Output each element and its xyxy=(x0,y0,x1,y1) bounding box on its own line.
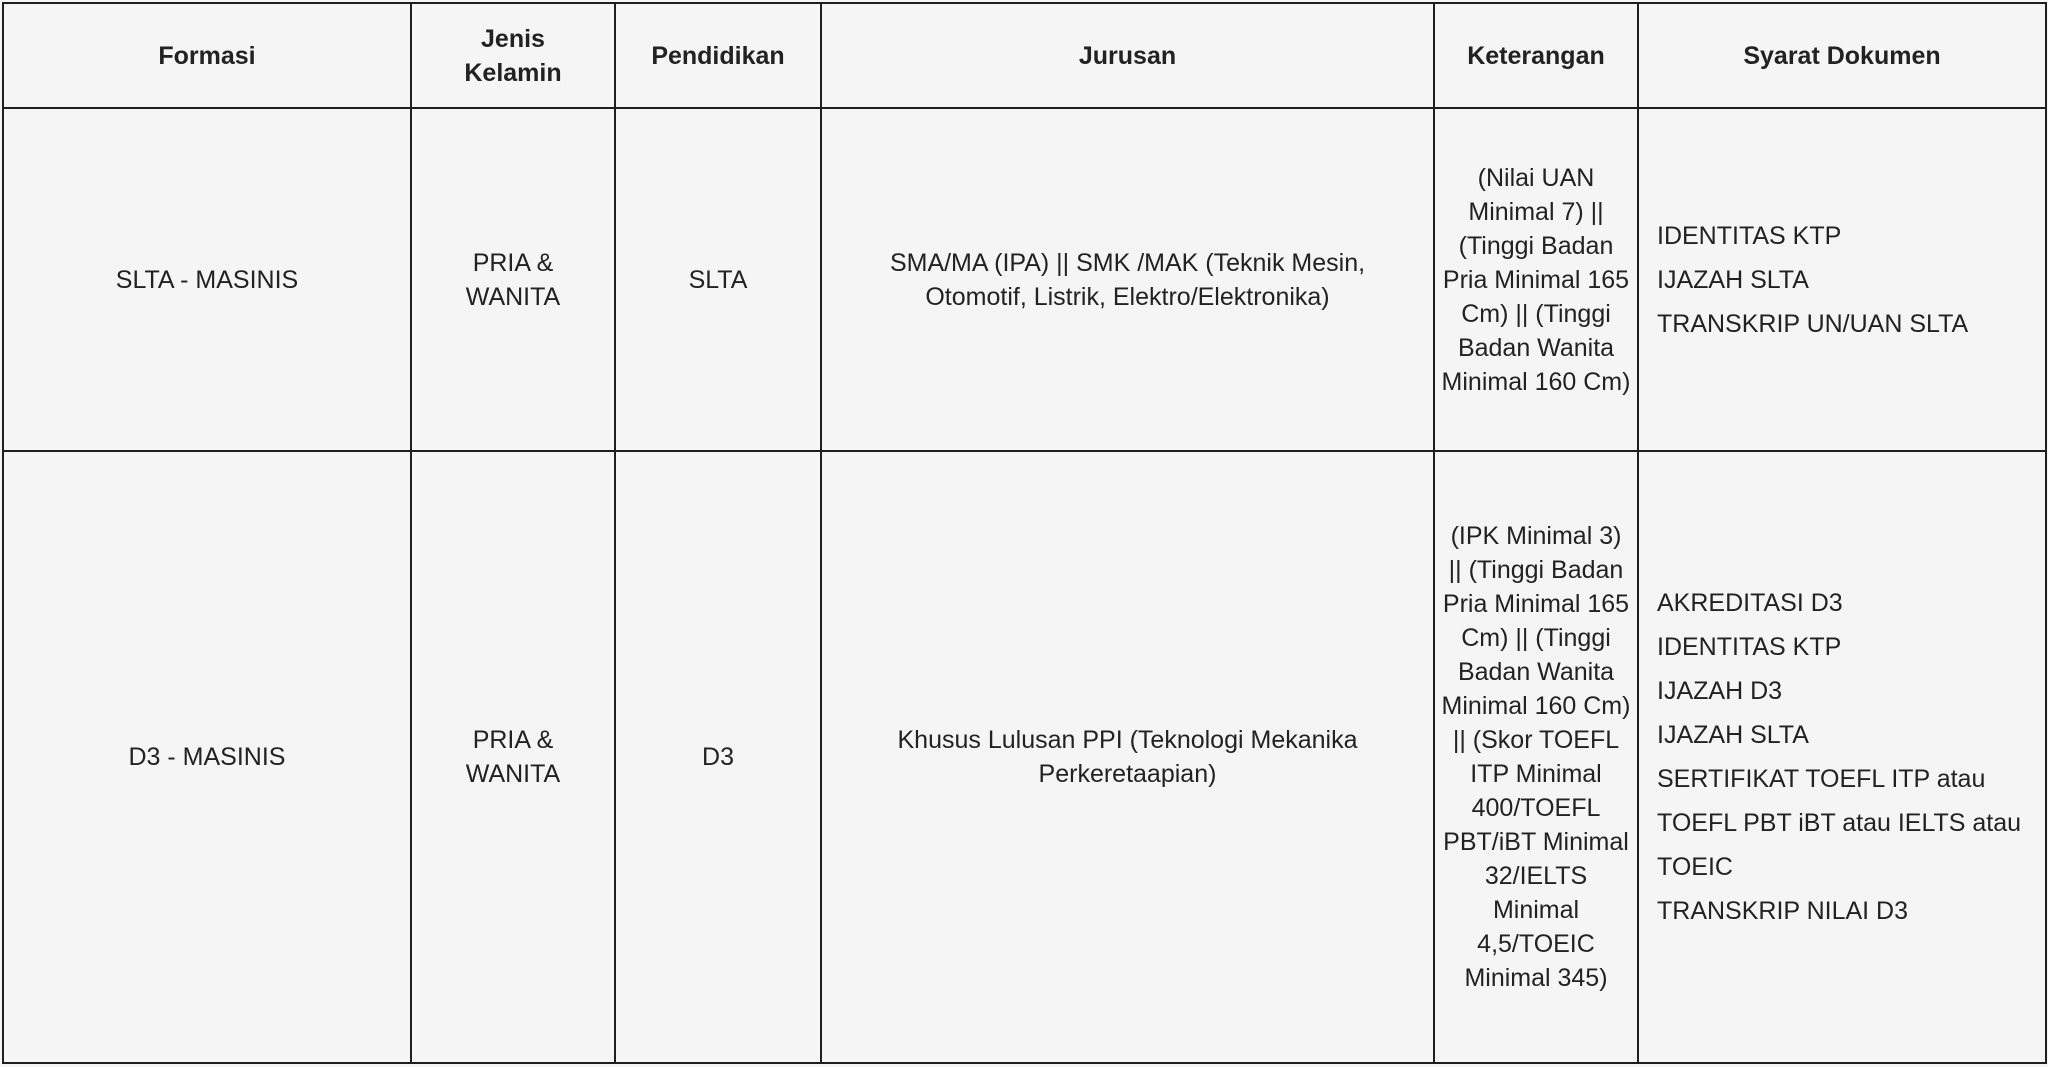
cell-keterangan: (IPK Minimal 3) || (Tinggi Badan Pria Minimal 165 Cm) || (Tinggi Badan Wanita Minimal 160 Cm) || (Skor TOEFL ITP Minimal 400/TOEFL PBT/iBT Minimal 32/IELTS Minimal 4,5/TOEIC Minimal 345) xyxy=(1434,451,1638,1063)
document-item: IDENTITAS KTP xyxy=(1657,633,1842,661)
header-syarat-dokumen: Syarat Dokumen xyxy=(1638,3,2046,108)
cell-syarat-dokumen xyxy=(1638,108,2046,451)
header-pendidikan: Pendidikan xyxy=(615,3,821,108)
header-jenis-kelamin-line2: Kelamin xyxy=(464,58,562,87)
header-keterangan: Keterangan xyxy=(1434,3,1638,108)
document-item: TRANSKRIP NILAI D3 xyxy=(1657,897,1909,925)
cell-jenis-kelamin-line1: PRIA & xyxy=(472,726,554,754)
cell-pendidikan: D3 xyxy=(615,451,821,1063)
header-jenis-kelamin-line1: Jenis xyxy=(481,24,545,53)
document-item: IJAZAH SLTA xyxy=(1657,265,1809,294)
cell-syarat-dokumen xyxy=(1638,451,2046,1063)
cell-jurusan: SMA/MA (IPA) || SMK /MAK (Teknik Mesin, Otomotif, Listrik, Elektro/Elektronika) xyxy=(821,108,1434,451)
header-jurusan: Jurusan xyxy=(821,3,1434,108)
document-item: TRANSKRIP UN/UAN SLTA xyxy=(1657,309,1969,338)
cell-jenis-kelamin-line1: PRIA & xyxy=(472,248,554,277)
document-item: TOEFL PBT iBT atau IELTS atau xyxy=(1657,809,2022,837)
document-item: IJAZAH D3 xyxy=(1657,677,1783,705)
cell-jenis-kelamin-line2: WANITA xyxy=(465,760,561,788)
cell-jurusan: Khusus Lulusan PPI (Teknologi Mekanika Perkeretaapian) xyxy=(821,451,1434,1063)
document-item: AKREDITASI D3 xyxy=(1657,589,1843,617)
cell-jenis-kelamin xyxy=(411,108,615,451)
formasi-table xyxy=(2,2,2047,1064)
cell-formasi: D3 - MASINIS xyxy=(3,451,411,1063)
table-row xyxy=(3,108,2046,451)
document-list xyxy=(1657,581,2027,933)
document-list xyxy=(1657,214,2027,346)
document-item: IDENTITAS KTP xyxy=(1657,221,1842,250)
table-row xyxy=(3,451,2046,1063)
cell-jenis-kelamin xyxy=(411,451,615,1063)
cell-formasi: SLTA - MASINIS xyxy=(3,108,411,451)
header-formasi: Formasi xyxy=(3,3,411,108)
cell-keterangan: (Nilai UAN Minimal 7) || (Tinggi Badan Pria Minimal 165 Cm) || (Tinggi Badan Wanita Minimal 160 Cm) xyxy=(1434,108,1638,451)
document-item: SERTIFIKAT TOEFL ITP atau xyxy=(1657,765,1986,793)
cell-jenis-kelamin-line2: WANITA xyxy=(465,282,561,311)
table-header-row xyxy=(3,3,2046,108)
header-jenis-kelamin xyxy=(411,3,615,108)
document-item: TOEIC xyxy=(1657,853,1733,881)
document-item: IJAZAH SLTA xyxy=(1657,721,1809,749)
cell-pendidikan: SLTA xyxy=(615,108,821,451)
